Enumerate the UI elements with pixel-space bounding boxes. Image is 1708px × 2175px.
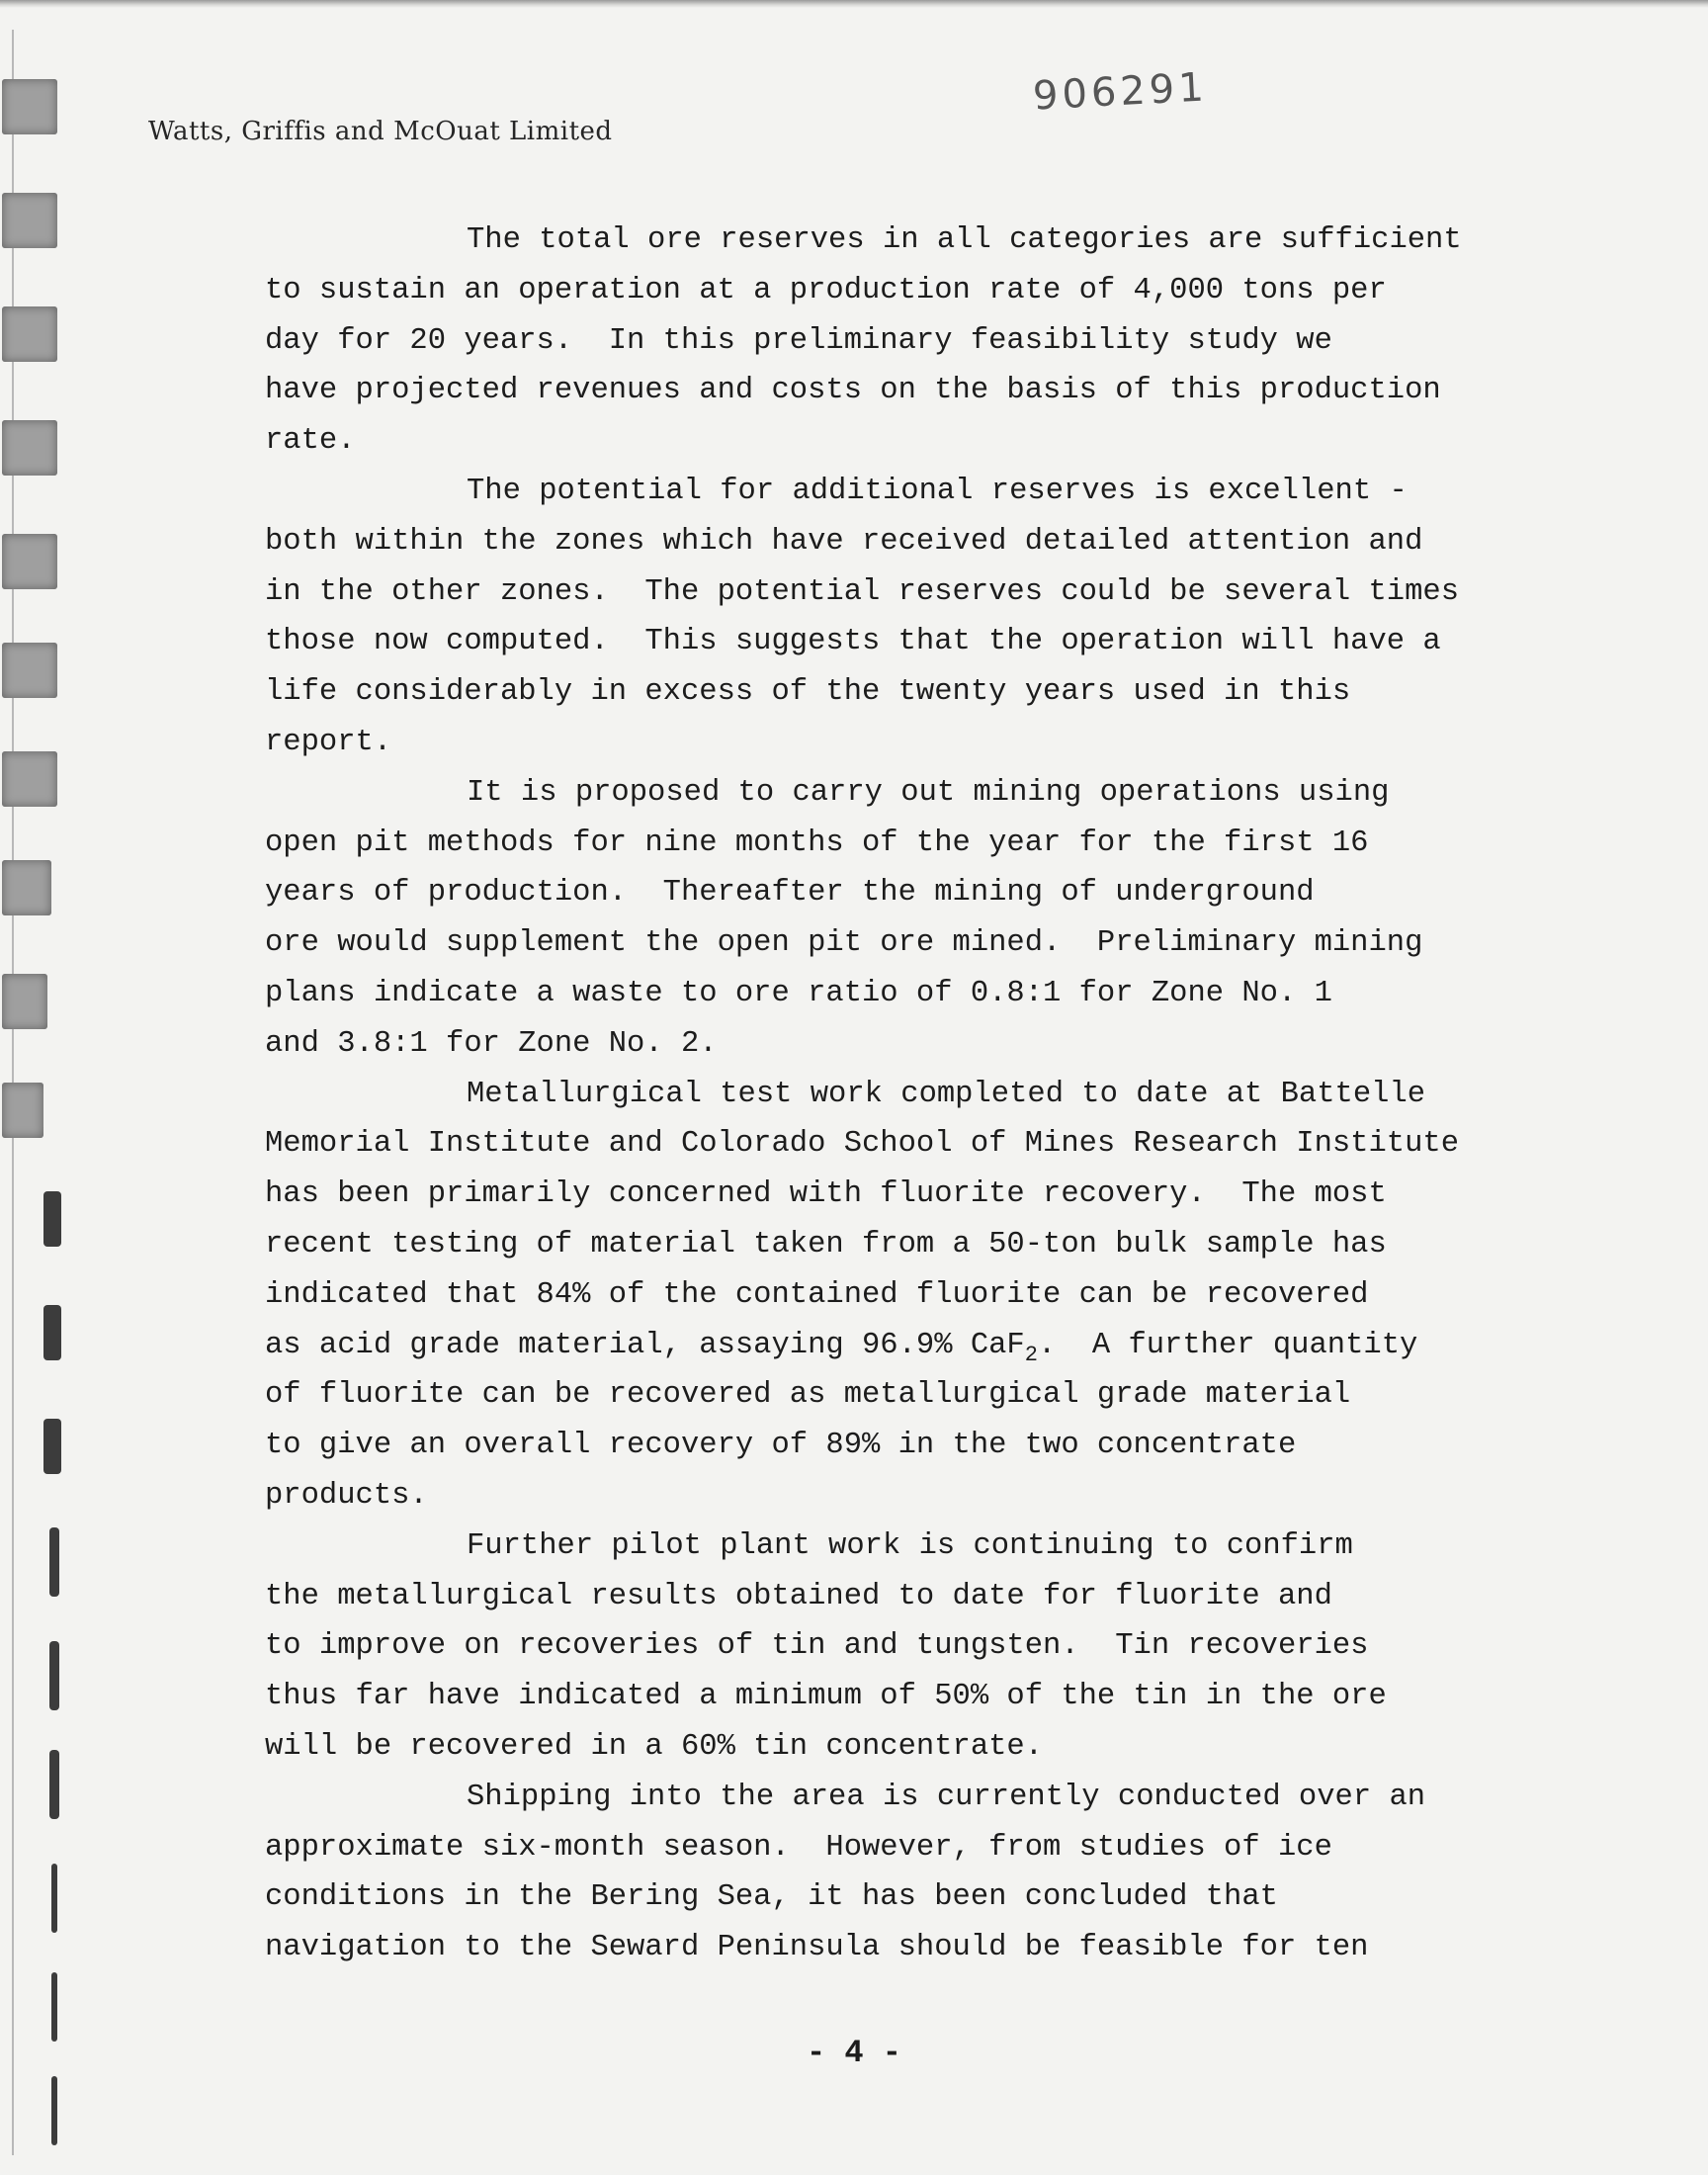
text-line: will be recovered in a 60% tin concentrate.: [265, 1729, 1044, 1764]
text-line: conditions in the Bering Sea, it has been concluded that: [265, 1880, 1278, 1915]
binding-hole: [2, 974, 47, 1029]
text-line: thus far have indicated a minimum of 50% of the tin in the ore: [265, 1680, 1387, 1714]
text-line: of fluorite can be recovered as metallurgical grade material: [265, 1378, 1351, 1413]
text-line: the metallurgical results obtained to date for fluorite and: [265, 1579, 1332, 1613]
text-line: Metallurgical test work completed to date at Battelle: [467, 1077, 1426, 1111]
text-line: indicated that 84% of the contained fluorite can be recovered: [265, 1277, 1369, 1312]
text-line: navigation to the Seward Peninsula should be feasible for ten: [265, 1931, 1369, 1965]
binding-hole: [2, 534, 57, 589]
paragraph: [265, 1773, 1609, 1973]
binding-hole: [51, 2076, 57, 2145]
text-line: to sustain an operation at a production rate of 4,000 tons per: [265, 273, 1387, 307]
company-letterhead: Watts, Griffis and McOuat Limited: [148, 117, 613, 146]
binding-hole: [43, 1305, 61, 1360]
binding-hole: [2, 643, 57, 698]
text-line: Shipping into the area is currently conducted over an: [467, 1780, 1426, 1814]
binding-hole: [2, 79, 57, 134]
document-number: 906291: [1031, 64, 1209, 120]
binding-hole: [2, 751, 57, 807]
binding-hole: [51, 1864, 57, 1933]
text-line: day for 20 years. In this preliminary feasibility study we: [265, 323, 1332, 358]
binding-hole: [2, 306, 57, 362]
text-line: products.: [265, 1478, 428, 1513]
text-line: The total ore reserves in all categories are sufficient: [467, 223, 1462, 257]
text-line: to give an overall recovery of 89% in the two concentrate: [265, 1429, 1297, 1463]
text-line: ore would supplement the open pit ore mined. Preliminary mining: [265, 926, 1423, 961]
text-line: those now computed. This suggests that the operation will have a: [265, 625, 1441, 659]
text-line: It is proposed to carry out mining operations using: [467, 775, 1390, 810]
text-line: Further pilot plant work is continuing to confirm: [467, 1528, 1353, 1563]
text-line: open pit methods for nine months of the year for the first 16: [265, 826, 1369, 860]
body-text: [265, 216, 1609, 1973]
binding-hole: [2, 1083, 43, 1138]
binding-hole: [2, 193, 57, 248]
binding-hole: [49, 1527, 59, 1597]
text-line: approximate six-month season. However, from studies of ice: [265, 1830, 1332, 1865]
text-line: recent testing of material taken from a 50-ton bulk sample has: [265, 1227, 1387, 1262]
binding-hole: [43, 1191, 61, 1247]
text-line: report.: [265, 725, 392, 759]
text-line: as acid grade material, assaying 96.9% CaF$_2$. A further quantity: [265, 1328, 1418, 1367]
text-line: plans indicate a waste to ore ratio of 0.8:1 for Zone No. 1: [265, 976, 1332, 1010]
text-line: The potential for additional reserves is excellent -: [467, 474, 1408, 508]
paragraph: [265, 1070, 1609, 1522]
page-number: - 4 -: [806, 2035, 901, 2071]
text-line: life considerably in excess of the twenty years used in this: [265, 675, 1351, 710]
binding-hole: [2, 420, 57, 476]
text-line: in the other zones. The potential reserves could be several times: [265, 574, 1459, 609]
page-top-edge: [0, 0, 1708, 8]
text-line: to improve on recoveries of tin and tungsten. Tin recoveries: [265, 1629, 1369, 1664]
paragraph: [265, 216, 1609, 467]
text-line: and 3.8:1 for Zone No. 2.: [265, 1026, 718, 1061]
binding-hole: [2, 860, 51, 915]
text-line: rate.: [265, 424, 356, 459]
binding-hole: [51, 1972, 57, 2042]
binding-hole: [49, 1750, 59, 1819]
paragraph: [265, 768, 1609, 1070]
text-line: Memorial Institute and Colorado School of Mines Research Institute: [265, 1127, 1459, 1162]
text-line: have projected revenues and costs on the basis of this production: [265, 374, 1441, 408]
text-line: both within the zones which have received detailed attention and: [265, 524, 1423, 559]
paragraph: [265, 1522, 1609, 1773]
binding-hole: [49, 1641, 59, 1710]
paragraph: [265, 467, 1609, 768]
binding-hole: [43, 1419, 61, 1474]
text-line: years of production. Thereafter the mining of underground: [265, 876, 1315, 911]
text-line: has been primarily concerned with fluorite recovery. The most: [265, 1177, 1387, 1212]
